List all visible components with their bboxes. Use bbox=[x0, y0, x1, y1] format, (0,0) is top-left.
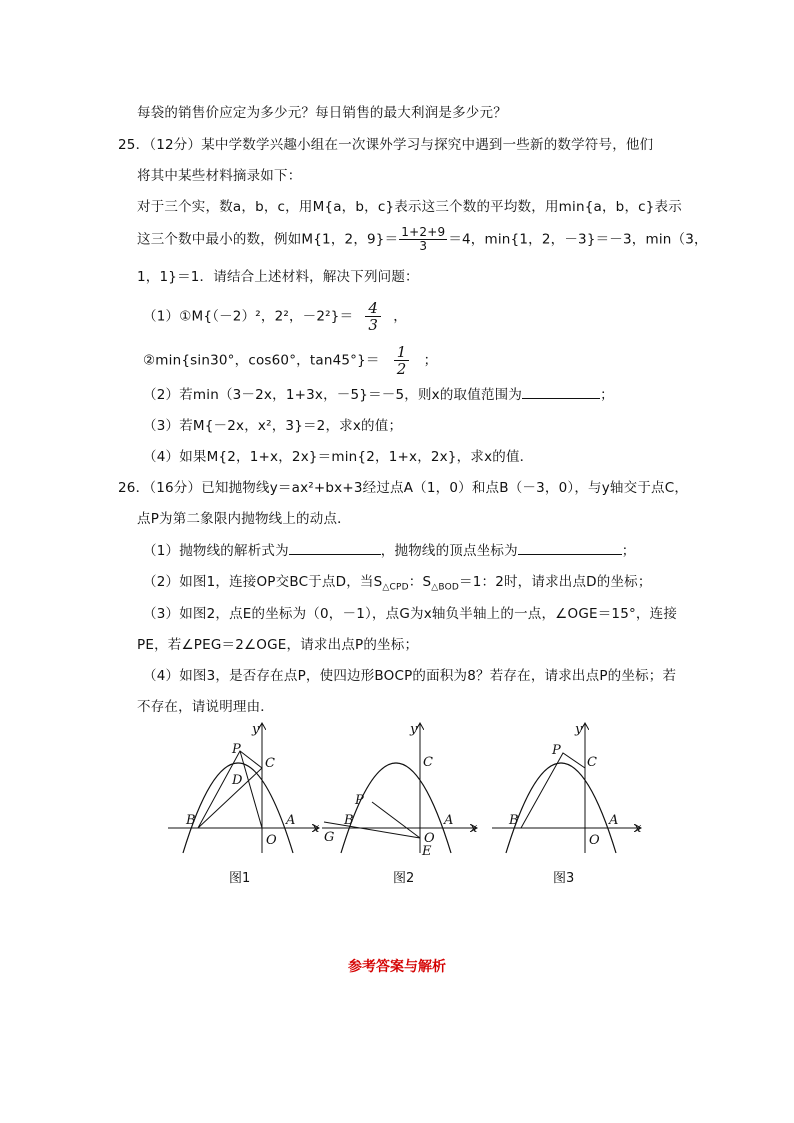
segment-bc bbox=[198, 768, 262, 828]
fraction-numerator: 1+2+9 bbox=[401, 225, 446, 239]
label-x: x bbox=[312, 821, 320, 836]
q24-tail: 每袋的销售价应定为多少元？每日销售的最大利润是多少元？ bbox=[137, 105, 507, 121]
q26-part3-cont: PE，若∠PEG＝2∠OGE，请求出点P的坐标； bbox=[137, 637, 419, 653]
q25-line5: 1，1}＝1．请结合上述材料，解决下列问题： bbox=[137, 269, 419, 285]
label-o: O bbox=[266, 833, 277, 848]
q26-part1-blank1 bbox=[289, 542, 381, 555]
q25-line4-text-b: ＝4，min{1，2，－3}＝－3，min（3， bbox=[448, 231, 708, 248]
label-a: A bbox=[444, 813, 454, 828]
figure-2 bbox=[318, 718, 483, 858]
segment-po bbox=[240, 751, 262, 828]
label-e: E bbox=[422, 844, 432, 858]
q25-part2-end: ； bbox=[600, 387, 614, 403]
label-o: O bbox=[424, 831, 435, 846]
figure-2-caption: 图2 bbox=[393, 871, 415, 886]
q25-example-fraction bbox=[399, 226, 447, 253]
label-c: C bbox=[587, 755, 597, 770]
label-x: x bbox=[634, 821, 642, 836]
q25-part4: （4）如果M{2，1+x，2x}＝min{2，1+x，2x}，求x的值． bbox=[143, 449, 534, 465]
answer-denominator: 2 bbox=[394, 360, 410, 377]
q25-part1a-text: （1）①M{（－2）²，2²，－2²}＝ bbox=[143, 308, 354, 325]
answer-numerator: 4 bbox=[368, 299, 379, 317]
label-y: y bbox=[575, 722, 583, 737]
q26-part1-end: ； bbox=[621, 543, 636, 559]
q26-part2-text-a: （2）如图1，连接OP交BC于点D，当S bbox=[143, 574, 383, 590]
q26-part2-text-c: ＝1：2时，请求出点D的坐标； bbox=[459, 574, 652, 590]
q26-part4: （4）如图3，是否存在点P，使四边形BOCP的面积为8？若存在，请求出点P的坐标；若 bbox=[143, 668, 677, 684]
fraction-denominator: 3 bbox=[399, 239, 447, 253]
q26-heading: 26．（16分）已知抛物线y＝ax²+bx+3经过点A（1，0）和点B（－3，0），与y轴交于点C， bbox=[118, 480, 689, 496]
q25-part1b-end: ； bbox=[423, 352, 438, 369]
q26-part1-text-a: （1）抛物线的解析式为 bbox=[143, 543, 289, 559]
label-b: B bbox=[344, 813, 354, 828]
figure-1-caption: 图1 bbox=[229, 871, 251, 886]
q25-line4 bbox=[137, 226, 708, 253]
answer-denominator: 3 bbox=[365, 316, 381, 333]
label-p: P bbox=[552, 743, 561, 758]
q25-part3: （3）若M{－2x，x²，3}＝2，求x的值； bbox=[143, 418, 403, 434]
segment-pe bbox=[372, 802, 420, 838]
label-b: B bbox=[509, 813, 519, 828]
q25-part1b-answer bbox=[380, 344, 424, 377]
q25-part1a bbox=[143, 300, 407, 333]
segment-ge bbox=[324, 822, 420, 838]
q26-part3: （3）如图2，点E的坐标为（0，－1），点G为x轴负半轴上的一点，∠OGE＝15°，连接 bbox=[143, 606, 678, 622]
q25-part2-blank bbox=[522, 386, 600, 399]
q25-line4-text-a: 这三个数中最小的数，例如M{1，2，9}＝ bbox=[137, 231, 399, 248]
label-a: A bbox=[609, 813, 619, 828]
answer-heading: 参考答案与解析 bbox=[348, 959, 446, 975]
q25-part2 bbox=[143, 386, 614, 404]
q25-heading: 25．（12分）某中学数学兴趣小组在一次课外学习与探究中遇到一些新的数学符号，他们 bbox=[118, 137, 654, 153]
label-d: D bbox=[232, 773, 243, 788]
figure-1 bbox=[160, 718, 325, 858]
figure-3-caption: 图3 bbox=[553, 871, 575, 886]
label-y: y bbox=[410, 722, 418, 737]
label-y: y bbox=[252, 722, 260, 737]
answer-numerator: 1 bbox=[396, 343, 407, 361]
q26-part1-text-b: ，抛物线的顶点坐标为 bbox=[380, 543, 518, 559]
q25-part1a-end: ， bbox=[393, 308, 407, 325]
label-c: C bbox=[265, 756, 275, 771]
label-a: A bbox=[286, 813, 296, 828]
q25-part1b-text: ②min{sin30°，cos60°，tan45°}＝ bbox=[143, 352, 380, 369]
q26-part4-cont: 不存在，请说明理由． bbox=[137, 699, 274, 715]
label-c: C bbox=[423, 755, 433, 770]
label-p: P bbox=[355, 793, 364, 808]
q25-part1b bbox=[143, 344, 437, 377]
q25-line2: 将其中某些材料摘录如下： bbox=[137, 168, 302, 184]
q26-part1-blank2 bbox=[518, 542, 622, 555]
q26-line2: 点P为第二象限内抛物线上的动点． bbox=[137, 511, 351, 527]
label-b: B bbox=[186, 813, 196, 828]
q25-part1a-answer bbox=[353, 300, 393, 333]
q25-part2-text: （2）若min（3－2x，1+3x，－5}＝－5，则x的取值范围为 bbox=[143, 387, 523, 403]
label-x: x bbox=[470, 821, 478, 836]
q26-part2 bbox=[143, 573, 652, 591]
q26-part1 bbox=[143, 542, 636, 560]
figure-3 bbox=[488, 718, 648, 858]
q26-part2-sub2: △BOD bbox=[431, 582, 459, 593]
label-p: P bbox=[232, 742, 241, 757]
q25-line3: 对于三个实，数a，b，c，用M{a，b，c}表示这三个数的平均数，用min{a，b，c}表示 bbox=[137, 199, 682, 215]
q26-part2-sub1: △CPD bbox=[382, 582, 409, 593]
label-o: O bbox=[589, 833, 600, 848]
q26-part2-text-b: ：S bbox=[408, 574, 432, 590]
label-g: G bbox=[324, 830, 335, 845]
